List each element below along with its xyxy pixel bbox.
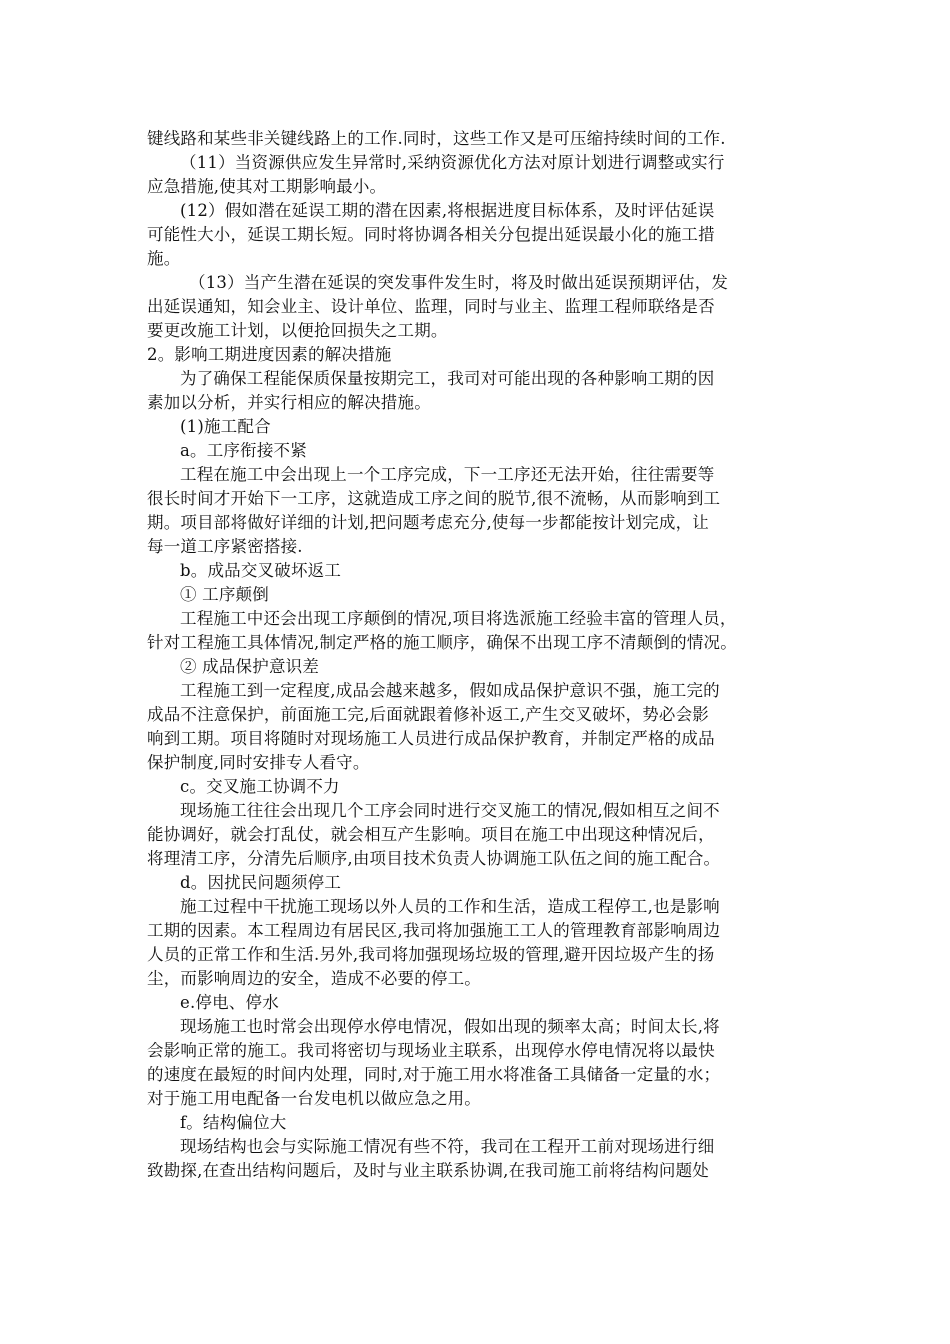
subsection-heading: (1)施工配合 — [180, 417, 271, 436]
item-heading: c。交叉施工协调不力 — [180, 777, 340, 796]
text-line: 工程施工中还会出现工序颠倒的情况,项目将选派施工经验丰富的管理人员， — [180, 609, 737, 628]
text-line: 很长时间才开始下一工序，这就造成工序之间的脱节,很不流畅，从而影响到工 — [147, 489, 721, 508]
item-heading: ② 成品保护意识差 — [180, 657, 320, 676]
text-line: 每一道工序紧密搭接. — [147, 537, 303, 556]
text-line: 保护制度,同时安排专人看守。 — [147, 753, 370, 772]
text-line: 现场结构也会与实际施工情况有些不符，我司在工程开工前对现场进行细 — [180, 1137, 715, 1156]
text-line: 工程在施工中会出现上一个工序完成，下一工序还无法开始，往往需要等 — [180, 465, 715, 484]
text-line: 人员的正常工作和生活.另外,我司将加强现场垃圾的管理,避开因垃圾产生的扬 — [147, 945, 715, 964]
text-line: 工期的因素。本工程周边有居民区,我司将加强施工工人的管理教育部影响周边 — [147, 921, 721, 940]
item-heading: b。成品交叉破坏返工 — [180, 561, 342, 580]
text-line: 应急措施,使其对工期影响最小。 — [147, 177, 387, 196]
text-line: 针对工程施工具体情况,制定严格的施工顺序，确保不出现工序不清颠倒的情况。 — [147, 633, 737, 652]
text-line: 对于施工用电配备一台发电机以做应急之用。 — [147, 1089, 481, 1108]
text-line: 施工过程中干扰施工现场以外人员的工作和生活，造成工程停工,也是影响 — [180, 897, 720, 916]
text-line: 期。项目部将做好详细的计划,把问题考虑充分,使每一步都能按计划完成，让 — [147, 513, 709, 532]
text-line: 出延误通知，知会业主、设计单位、监理，同时与业主、监理工程师联络是否 — [147, 297, 715, 316]
text-line: 尘，而影响周边的安全，造成不必要的停工。 — [147, 969, 481, 988]
text-line: 现场施工也时常会出现停水停电情况，假如出现的频率太高；时间太长,将 — [180, 1017, 720, 1036]
text-line: 能协调好，就会打乱仗，就会相互产生影响。项目在施工中出现这种情况后， — [147, 825, 715, 844]
text-line: 可能性大小，延误工期长短。同时将协调各相关分包提出延误最小化的施工措 — [147, 225, 715, 244]
item-heading: d。因扰民问题须停工 — [180, 873, 342, 892]
text-line: 现场施工往往会出现几个工序会同时进行交叉施工的情况,假如相互之间不 — [180, 801, 720, 820]
text-line: 素加以分析，并实行相应的解决措施。 — [147, 393, 431, 412]
text-line: 成品不注意保护，前面施工完,后面就跟着修补返工,产生交叉破坏，势必会影 — [147, 705, 709, 724]
text-line: （11）当资源供应发生异常时,采纳资源优化方法对原计划进行调整或实行 — [180, 153, 725, 172]
text-line: 为了确保工程能保质保量按期完工，我司对可能出现的各种影响工期的因 — [180, 369, 715, 388]
item-heading: ① 工序颠倒 — [180, 585, 269, 604]
section-heading: 2。影响工期进度因素的解决措施 — [147, 345, 392, 364]
text-line: 工程施工到一定程度,成品会越来越多，假如成品保护意识不强，施工完的 — [180, 681, 720, 700]
text-line: 致勘探,在查出结构问题后，及时与业主联系协调,在我司施工前将结构问题处 — [147, 1161, 709, 1180]
text-line: (12）假如潜在延误工期的潜在因素,将根据进度目标体系，及时评估延误 — [180, 201, 715, 220]
text-line: 的速度在最短的时间内处理，同时,对于施工用水将准备工具储备一定量的水； — [147, 1065, 721, 1084]
item-heading: a。工序衔接不紧 — [180, 441, 307, 460]
item-heading: e.停电、停水 — [180, 993, 279, 1012]
text-line: 将理清工序，分清先后顺序,由项目技术负责人协调施工队伍之间的施工配合。 — [147, 849, 721, 868]
text-line: 会影响正常的施工。我司将密切与现场业主联系，出现停水停电情况将以最快 — [147, 1041, 715, 1060]
text-line: 施。 — [147, 249, 181, 268]
text-line: 要更改施工计划，以便抢回损失之工期。 — [147, 321, 448, 340]
text-line: 响到工期。项目将随时对现场施工人员进行成品保护教育，并制定严格的成品 — [147, 729, 715, 748]
text-line: （13）当产生潜在延误的突发事件发生时，将及时做出延误预期评估，发 — [189, 273, 729, 292]
item-heading: f。结构偏位大 — [180, 1113, 287, 1132]
text-line: 键线路和某些非关键线路上的工作.同时，这些工作又是可压缩持续时间的工作. — [147, 129, 726, 148]
